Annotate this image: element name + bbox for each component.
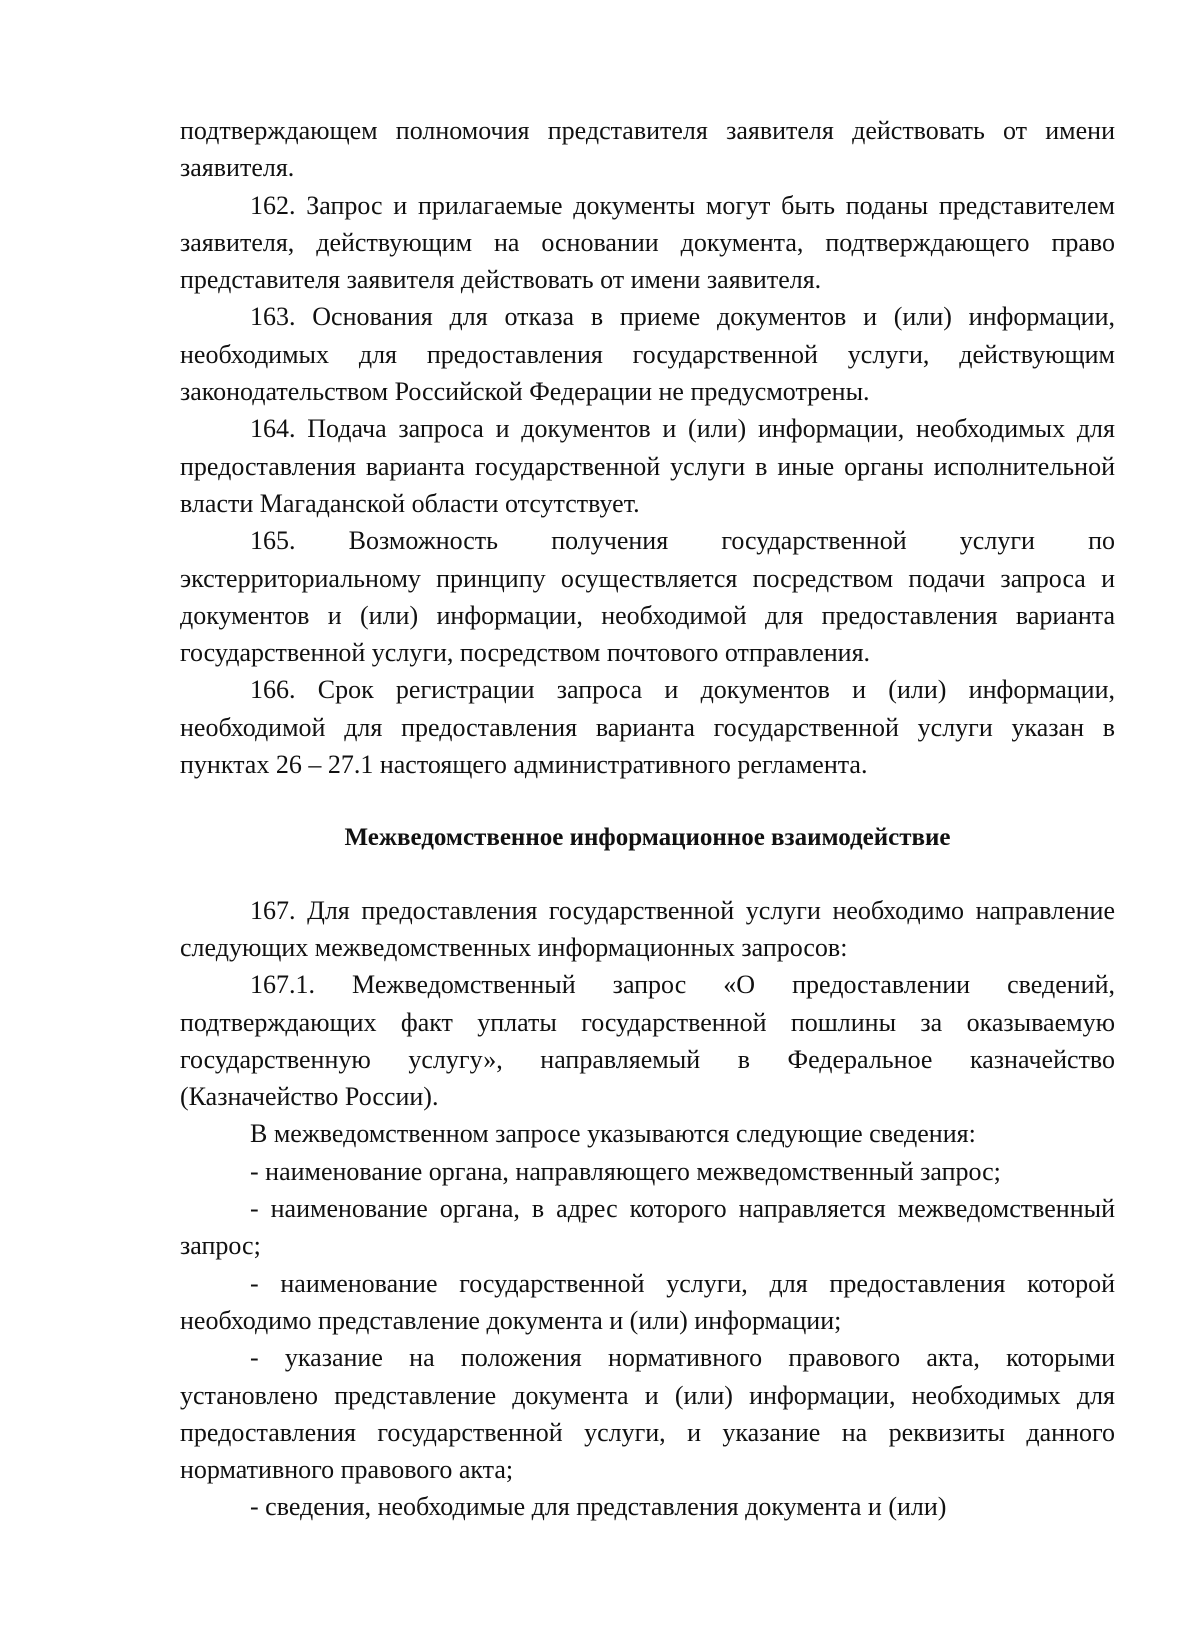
paragraph-164: 164. Подача запроса и документов и (или) информации, необходимых для предоставления варианта государственной услуги в иные органы исполнительной власти Магаданской области отсутствует. <box>180 414 1115 518</box>
paragraph-request-info: В межведомственном запросе указываются следующие сведения: <box>250 1119 976 1149</box>
spacer <box>180 783 1115 819</box>
list-item: - наименование органа, в адрес которого направляется межведомственный запрос; <box>180 1194 1115 1261</box>
paragraph-165: 165. Возможность получения государственной услуги по экстерриториальному принципу осуществляется посредством подачи запроса и документов и (или) информации, необходимой для предоставления варианта государственной услуги, посредством почтового отправления. <box>180 526 1115 668</box>
paragraph-163: 163. Основания для отказа в приеме документов и (или) информации, необходимых для предоставления государственной услуги, действующим законодательством Российской Федерации не предусмотрены. <box>180 302 1115 407</box>
list-item: - сведения, необходимые для представления документа и (или) <box>250 1492 947 1522</box>
list-item: - наименование государственной услуги, для предоставления которой необходимо представление документа и (или) информации; <box>180 1268 1115 1335</box>
spacer <box>180 857 1115 892</box>
list-item: - наименование органа, направляющего межведомственный запрос; <box>250 1156 1001 1186</box>
list-item: - указание на положения нормативного правового акта, которыми установлено представление документа и (или) информации, необходимых для предоставления государственной услуги, и указание на реквизиты данного нормативного правового акта; <box>180 1343 1115 1485</box>
paragraph-162: 162. Запрос и прилагаемые документы могут быть поданы представителем заявителя, действующим на основании документа, подтверждающего право представителя заявителя действовать от имени заявителя. <box>180 190 1115 295</box>
paragraph-166: 166. Срок регистрации запроса и документов и (или) информации, необходимой для предоставления варианта государственной услуги указан в пунктах 26 – 27.1 настоящего административного регламента. <box>180 675 1115 780</box>
paragraph-continuation: подтверждающем полномочия представителя заявителя действовать от имени заявителя. <box>180 116 1115 183</box>
paragraph-167: 167. Для предоставления государственной услуги необходимо направление следующих межведомственных информационных запросов: <box>180 895 1115 962</box>
document-body <box>180 112 1115 1526</box>
section-heading: Межведомственное информационное взаимодействие <box>344 824 951 852</box>
paragraph-167-1: 167.1. Межведомственный запрос «О предоставлении сведений, подтверждающих факт уплаты государственной пошлины за оказываемую государственную услугу», направляемый в Федеральное казначейство (Казначейство России). <box>180 970 1115 1112</box>
